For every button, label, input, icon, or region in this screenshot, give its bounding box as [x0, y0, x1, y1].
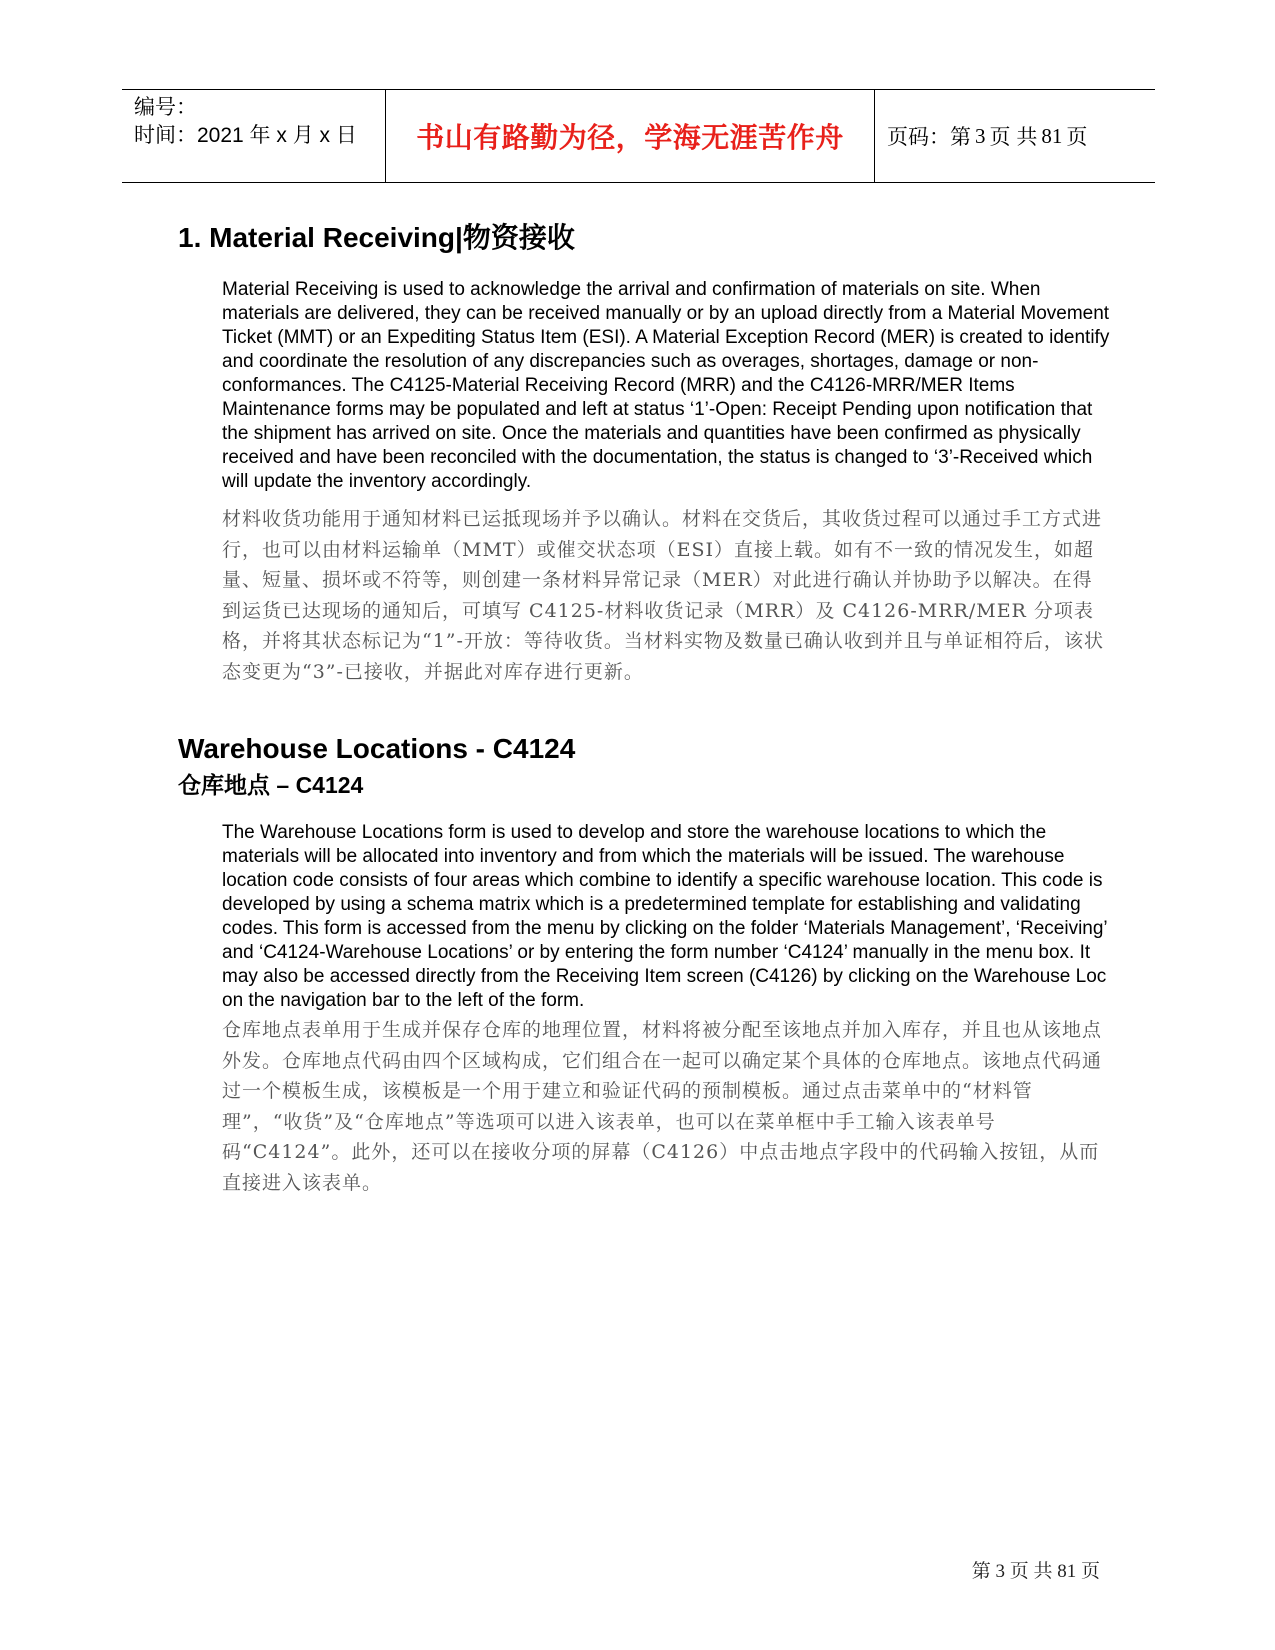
header-motto: 书山有路勤为径，学海无涯苦作舟 [386, 90, 875, 182]
page-total: 81 [1041, 123, 1063, 148]
document-body [178, 216, 1118, 1198]
material-receiving-paragraph-zh: 材料收货功能用于通知材料已运抵现场并予以确认。材料在交货后，其收货过程可以通过手工方式进行，也可以由材料运输单（MMT）或催交状态项（ESI）直接上载。如有不一致的情况发生，如超量、短量、损坏或不符等，则创建一条材料异常记录（MER）对此进行确认并协助予以解决。在得到运货已达现场的通知后，可填写 C4125-材料收货记录（MRR）及 C4126-MRR/MER 分项表格，并将其状态标记为“1”-开放：等待收货。当材料实物及数量已确认收到并且与单证相符后，该状态变更为“3”-已接收，并据此对库存进行更新。 [222, 508, 1104, 683]
page-mid-label: 页 共 [989, 126, 1038, 149]
page-suffix: 页 [1066, 126, 1088, 149]
section-title-material-receiving: 1. Material Receiving|物资接收 [178, 222, 575, 253]
header-page-info [875, 90, 1155, 182]
page-footer: 第 3 页 共 81 页 [971, 1561, 1100, 1582]
page-label: 页码：第 [887, 126, 971, 149]
header-left-cell [122, 90, 386, 182]
warehouse-locations-paragraph-en: The Warehouse Locations form is used to develop and store the warehouse locations to which the materials will be allocated into inventory and from which the materials will be issued. The warehouse location code consists of four areas which combine to identify a specific warehouse location. This code is developed by using a schema matrix which is a predetermined template for establishing and validating codes. This form is accessed from the menu by clicking on the folder ‘Materials Management’, ‘Receiving’ and ‘C4124-Warehouse Locations’ or by entering the form number ‘C4124’ manually in the menu box. It may also be accessed directly from the Receiving Item screen (C4126) by clicking on the Warehouse Loc on the navigation bar to the left of the form. [222, 822, 1107, 1011]
document-number-label: 编号： [134, 96, 197, 119]
document-time-label: 时间：2021 年 x 月 x 日 [134, 124, 357, 147]
warehouse-locations-paragraph-zh: 仓库地点表单用于生成并保存仓库的地理位置，材料将被分配至该地点并加入库存，并且也从该地点外发。仓库地点代码由四个区域构成，它们组合在一起可以确定某个具体的仓库地点。该地点代码通过一个模板生成，该模板是一个用于建立和验证代码的预制模板。通过点击菜单中的“材料管理”，“收货”及“仓库地点”等选项可以进入该表单，也可以在菜单框中手工输入该表单号码“C4124”。此外，还可以在接收分项的屏幕（C4126）中点击地点字段中的代码输入按钮，从而直接进入该表单。 [222, 1019, 1103, 1194]
section-title-warehouse-locations: Warehouse Locations - C4124 [178, 733, 576, 764]
material-receiving-paragraph-en: Material Receiving is used to acknowledge the arrival and confirmation of materials on site. When materials are delivered, they can be received manually or by an upload directly from a Material Movement Ticket (MMT) or an Expediting Status Item (ESI). A Material Exception Record (MER) is created to identify and coordinate the resolution of any discrepancies such as overages, shortages, damage or non-conformances. The C4125-Material Receiving Record (MRR) and the C4126-MRR/MER Items Maintenance forms may be populated and left at status ‘1’-Open: Receipt Pending upon notification that the shipment has arrived on site. Once the materials and quantities have been confirmed as physically received and have been reconciled with the documentation, the status is changed to ‘3’-Received which will update the inventory accordingly. [222, 279, 1110, 492]
header-table [122, 89, 1155, 183]
section-title-warehouse-locations-zh: 仓库地点 – C4124 [178, 772, 364, 798]
page-current: 3 [975, 123, 986, 148]
